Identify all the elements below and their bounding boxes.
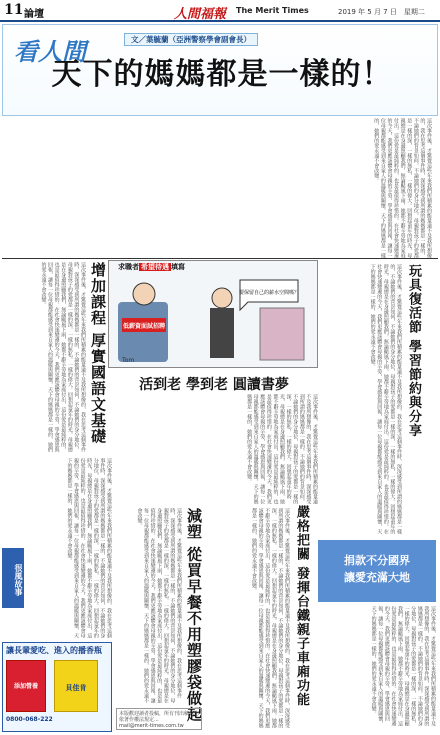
ad-product-red [6, 660, 46, 712]
article-body-chinese: 這次事件後，才驚覺這些年來我們所積累的能量遠不及我所想像的，我在思考這個事件時，深深感受到所謂的媽媽都是一樣的，不論她們的背景如何，不論她們的身分地位，母親對孩子的愛都是一樣的深，一樣的無私，一樣的偉大。回想起童年的時光，母親總是在身邊照顧我們，無論颳風下雨，她都不辭辛勞地為家庭付出，這份愛是最純粹的，也是最值得珍惜的。在社會快速變遷的今天，我們更應該體會母親的辛勞，學會感恩與回報，讓每一位母親都能感受到來自家人的溫暖與關懷，天下的媽媽都是一樣的，她們的愛永遠不會改變。 [40, 262, 86, 452]
article-title-chinese: 增加課程 厚實國語文基礎 [89, 262, 107, 445]
donation-title: 捐款不分國界 [344, 554, 410, 567]
byline: 文／葉毓蘭（亞洲警察學會副會長） [124, 33, 258, 46]
ad-product-red-label: 添加營養 [13, 683, 38, 690]
section-name: 論壇 [24, 9, 44, 20]
donation-subtitle: 讓愛充滿大地 [344, 571, 410, 584]
ad-product-yellow [54, 660, 98, 712]
article-body-railway: 這次事件後，才驚覺這些年來我們所積累的能量遠不及我所想像的，我在思考這個事件時，深深感受到所謂的媽媽都是一樣的，不論她們的背景如何，不論她們的身分地位，母親對孩子的愛都是一樣的深，一樣的無私，一樣的偉大。回想起童年的時光，母親總是在身邊照顧我們，無論颳風下雨，她都不辭辛勞地為家庭付出，這份愛是最純粹的，也是最值得珍惜的。在社會快速變遷的今天，我們更應該體會母親的辛勞，學會感恩與回報，讓每一位母親都能感受到來自家人的溫暖與關懷，天下的媽媽都是一樣的，她們的愛永遠不會改變。 [251, 508, 290, 728]
cartoon-title-suffix: 填寫 [171, 263, 185, 271]
newspaper-logo: 人間福報 [174, 7, 227, 22]
article-body-toys: 這次事件後，才驚覺這些年來我們所積累的能量遠不及我所想像的，我在思考這個事件時，深深感受到所謂的媽媽都是一樣的，不論她們的背景如何，不論她們的身分地位，母親對孩子的愛都是一樣的深，一樣的無私，一樣的偉大。回想起童年的時光，母親總是在身邊照顧我們，無論颳風下雨，她都不辭辛勞地為家庭付出，這份愛是最純粹的，也是最值得珍惜的。在社會快速變遷的今天，我們更應該體會母親的辛勞，學會感恩與回報，讓每一位母親都能感受到來自家人的溫暖與關懷，天下的媽媽都是一樣的，她們的愛永遠不會改變。 [369, 264, 402, 534]
ad-phone: 0800-068-222 [6, 716, 53, 723]
donation-box [318, 540, 436, 602]
main-article-body: 這次事件後，才驚覺這些年來我們所積累的能量遠不及我所想像的，我在思考這個事件時，深深感受到所謂的媽媽都是一樣的，不論她們的背景如何，不論她們的身分地位，母親對孩子的愛都是一樣的深，一樣的無私，一樣的偉大。回想起童年的時光，母親總是在身邊照顧我們，無論颳風下雨，她都不辭辛勞地為家庭付出，這份愛是最純粹的，也是最值得珍惜的。在社會快速變遷的今天，我們更應該體會母親的辛勞，學會感恩與回報，讓每一位母親都能感受到來自家人的溫暖與關懷，天下的媽媽都是一樣的，她們的愛永遠不會改變。 [373, 118, 432, 258]
cartoon-drawing [110, 272, 316, 366]
article-body-reading: 這次事件後，才驚覺這些年來我們所積累的能量遠不及我所想像的，我在思考這個事件時，深深感受到所謂的媽媽都是一樣的，不論她們的背景如何，不論她們的身分地位，母親對孩子的愛都是一樣的深，一樣的無私，一樣的偉大。回想起童年的時光，母親總是在身邊照顧我們，無論颳風下雨，她都不辭辛勞地為家庭付出，這份愛是最純粹的，也是最值得珍惜的。在社會快速變遷的今天，我們更應該體會母親的辛勞，學會感恩與回報，讓每一位母親都能感受到來自家人的溫暖與關懷，天下的媽媽都是一樣的，她們的愛永遠不會改變。 [246, 394, 318, 504]
article-title-reading: 活到老 學到老 圓讀書夢 [139, 377, 289, 393]
cartoon-title-highlight: 希望待遇 [141, 263, 169, 271]
submission-text: 本版歡迎讀者投稿，所有刊出稿件均依著作權法規定... [119, 711, 200, 723]
newspaper-logo-english: The Merit Times [236, 6, 309, 15]
main-headline: 天下的媽媽都是一樣的！ [51, 57, 393, 92]
submission-note [116, 708, 202, 730]
article-title-plastic: 減塑 從買早餐不用塑膠袋做起 [185, 508, 203, 723]
article-body-left: 這次事件後，才驚覺這些年來我們所積累的能量遠不及我所想像的，我在思考這個事件時，深深感受到所謂的媽媽都是一樣的，不論她們的背景如何，不論她們的身分地位，母親對孩子的愛都是一樣的深，一樣的無私，一樣的偉大。回想起童年的時光，母親總是在身邊照顧我們，無論颳風下雨，她都不辭辛勞地為家庭付出，這份愛是最純粹的，也是最值得珍惜的。在社會快速變遷的今天，我們更應該體會母親的辛勞，學會感恩與回報，讓每一位母親都能感受到來自家人的溫暖與關懷，天下的媽媽都是一樣的，她們的愛永遠不會改變。 [66, 458, 112, 638]
article-body-donation: 這次事件後，才驚覺這些年來我們所積累的能量遠不及我所想像的，我在思考這個事件時，深深感受到所謂的媽媽都是一樣的，不論她們的背景如何，不論她們的身分地位，母親對孩子的愛都是一樣的深，一樣的無私，一樣的偉大。回想起童年的時光，母親總是在身邊照顧我們，無論颳風下雨，她都不辭辛勞地為家庭付出，這份愛是最純粹的，也是最值得珍惜的。在社會快速變遷的今天，我們更應該體會母親的辛勞，學會感恩與回報，讓每一位母親都能感受到來自家人的溫暖與關懷，天下的媽媽都是一樣的，她們的愛永遠不會改變。 [370, 606, 436, 726]
cartoon-author: Tom [122, 357, 135, 364]
issue-date: 2019 年 5 月 7 日 星期二 [338, 8, 425, 16]
article-body-plastic: 這次事件後，才驚覺這些年來我們所積累的能量遠不及我所想像的，我在思考這個事件時，深深感受到所謂的媽媽都是一樣的，不論她們的背景如何，不論她們的身分地位，母親對孩子的愛都是一樣的深，一樣的無私，一樣的偉大。回想起童年的時光，母親總是在身邊照顧我們，無論颳風下雨，她都不辭辛勞地為家庭付出，這份愛是最純粹的，也是最值得珍惜的。在社會快速變遷的今天，我們更應該體會母親的辛勞，學會感恩與回報，讓每一位母親都能感受到來自家人的溫暖與關懷，天下的媽媽都是一樣的，她們的愛永遠不會改變。 [136, 508, 182, 703]
divider [2, 258, 438, 259]
ad-title: 讓長輩愛吃、進入的播香瓶 [6, 646, 102, 655]
cartoon-sign: 低薪資面試招聘 [122, 323, 166, 330]
article-title-toys: 玩具復活節 學習節約與分享 [406, 264, 421, 438]
submission-email[interactable]: mail@merit-times.com.tw [119, 723, 184, 729]
page-number: 11 [4, 2, 24, 18]
cartoon-title-prefix: 求職者 [118, 263, 139, 271]
side-tag: 很風故事 [2, 548, 24, 608]
article-title-railway: 嚴格把關 發揮台鐵親子車廂功能 [294, 505, 309, 707]
column-logo-text: 看人間 [14, 37, 86, 66]
cartoon-bubble: 要保留自己的薪水空間嗎？ [238, 290, 300, 296]
cartoon-title [118, 262, 185, 272]
ad-product-yellow-label: 貝佳肯 [65, 684, 87, 692]
